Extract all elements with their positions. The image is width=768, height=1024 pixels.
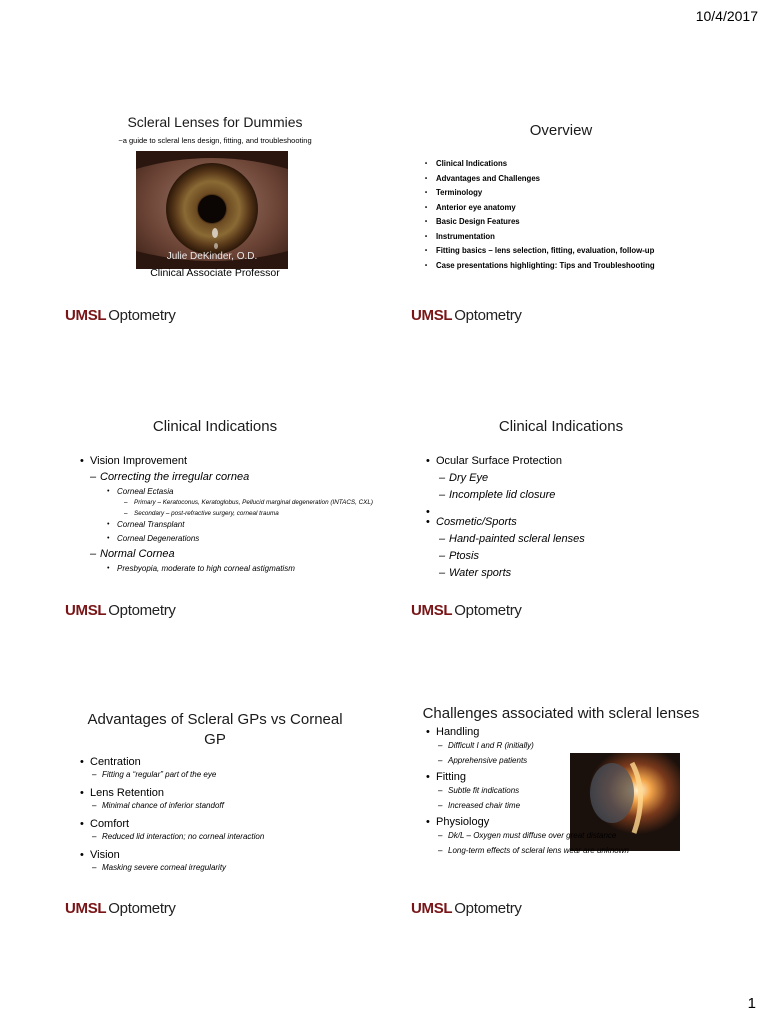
spacer (436, 504, 726, 514)
logo-umsl: UMSL (411, 900, 453, 917)
sub-item: – Subtle fit indications (448, 783, 726, 798)
sub-item: – Water sports (449, 565, 726, 582)
list-item: • Presbyopia, moderate to high corneal astigmatism (117, 562, 380, 576)
list-item (436, 453, 726, 504)
header-date: 10/4/2017 (695, 8, 758, 24)
page-number: 1 (747, 995, 756, 1012)
slide-heading: Advantages of Scleral GPs vs Corneal GP (87, 711, 343, 748)
sub-item: – Reduced lid interaction; no corneal interaction (102, 830, 380, 843)
logo-umsl: UMSL (65, 900, 107, 917)
logo-optometry: Optometry (108, 900, 176, 917)
sub-list (117, 485, 380, 546)
slide-advantages (50, 700, 380, 940)
logo-umsl: UMSL (65, 307, 107, 324)
sub-item: – Dk/L – Oxygen must diffuse over great distance (448, 828, 726, 843)
overview-item: • Case presentations highlighting: Tips and Troubleshooting (436, 259, 726, 274)
slide-clinical-indications-2 (396, 412, 726, 652)
logo-optometry: Optometry (454, 900, 522, 917)
sub-item: – Masking severe corneal irregularity (102, 861, 380, 874)
list-item (90, 756, 380, 781)
sub-item: – Incomplete lid closure (449, 487, 726, 504)
overview-item: • Fitting basics – lens selection, fitting, evaluation, follow-up (436, 244, 726, 259)
sub-item: – Minimal chance of inferior standoff (102, 799, 380, 812)
list-item (436, 771, 726, 813)
sub-item: – Fitting a “regular” part of the eye (102, 768, 380, 781)
bullet-text: Corneal Ectasia (117, 487, 174, 496)
umsl-optometry-logo (411, 900, 522, 917)
slide-title (50, 108, 380, 348)
author-name: Julie DeKinder, O.D. (166, 251, 258, 262)
overview-item: • Basic Design Features (436, 215, 726, 230)
indications-list (436, 453, 726, 582)
sub-item: – Ptosis (449, 548, 726, 565)
sub-item: – Dry Eye (449, 470, 726, 487)
list-item (90, 818, 380, 843)
list-item (90, 787, 380, 812)
list-item (436, 726, 726, 768)
overview-item: • Clinical Indications (436, 157, 726, 172)
bullet-text: Vision Improvement (90, 455, 188, 467)
bullet-text: Fitting (436, 771, 466, 783)
bullet-text: Comfort (90, 818, 130, 830)
logo-umsl: UMSL (411, 307, 453, 324)
slide-subtitle: ~a guide to scleral lens design, fitting, and troubleshooting (118, 136, 312, 145)
list-item: • Corneal Transplant (117, 518, 380, 532)
bullet-text: Ocular Surface Protection (436, 455, 562, 467)
sub-item: – Apprehensive patients (448, 753, 726, 768)
sub-item: – Increased chair time (448, 798, 726, 813)
umsl-optometry-logo (65, 900, 176, 917)
logo-optometry: Optometry (454, 602, 522, 619)
bullet-text: Lens Retention (90, 787, 164, 799)
slide-heading: Clinical Indications (498, 418, 624, 435)
logo-optometry: Optometry (108, 307, 176, 324)
overview-item: • Instrumentation (436, 230, 726, 245)
bullet-text: Physiology (436, 816, 490, 828)
advantages-list (90, 756, 380, 874)
logo-umsl: UMSL (65, 602, 107, 619)
sub-item: – Normal Cornea (100, 546, 380, 562)
umsl-optometry-logo (411, 602, 522, 619)
challenges-list (436, 726, 726, 858)
list-item (117, 485, 380, 518)
logo-optometry: Optometry (454, 307, 522, 324)
sub-item: – Correcting the irregular cornea (100, 469, 380, 485)
list-item (90, 849, 380, 874)
slide-overview-heading: Overview (529, 122, 593, 139)
bullet-text: Centration (90, 756, 141, 768)
sub-item: – Hand-painted scleral lenses (449, 531, 726, 548)
sub-item: – Long-term effects of scleral lens wear are unknown (448, 843, 726, 858)
slide-heading: Clinical Indications (152, 418, 278, 435)
overview-item: • Anterior eye anatomy (436, 201, 726, 216)
overview-list (436, 157, 726, 273)
indications-list (90, 453, 380, 576)
sub-item: – Difficult I and R (initially) (448, 738, 726, 753)
slide-heading: Challenges associated with scleral lenses (422, 705, 700, 722)
umsl-optometry-logo (65, 602, 176, 619)
slide-overview (396, 108, 726, 348)
overview-item: • Terminology (436, 186, 726, 201)
author-role: Clinical Associate Professor (150, 267, 280, 279)
slide-challenges (396, 700, 726, 940)
slide-title-heading: Scleral Lenses for Dummies (127, 114, 303, 130)
umsl-optometry-logo (411, 307, 522, 324)
overview-item: • Advantages and Challenges (436, 172, 726, 187)
bullet-text: Handling (436, 726, 480, 738)
logo-umsl: UMSL (411, 602, 453, 619)
list-item: • Corneal Degenerations (117, 532, 380, 546)
sub-item: – Secondary – post-refractive surgery, corneal trauma (134, 510, 380, 518)
list-item (436, 514, 726, 582)
logo-optometry: Optometry (108, 602, 176, 619)
bullet-text: Cosmetic/Sports (436, 516, 517, 528)
sub-item: – Primary – Keratoconus, Keratoglobus, Pellucid marginal degeneration (INTACS, CXL) (134, 499, 380, 507)
umsl-optometry-logo (65, 307, 176, 324)
sub-list (117, 562, 380, 576)
slide-clinical-indications-1 (50, 412, 380, 652)
bullet-text: Vision (90, 849, 120, 861)
list-item (436, 816, 726, 858)
list-item (90, 453, 380, 576)
